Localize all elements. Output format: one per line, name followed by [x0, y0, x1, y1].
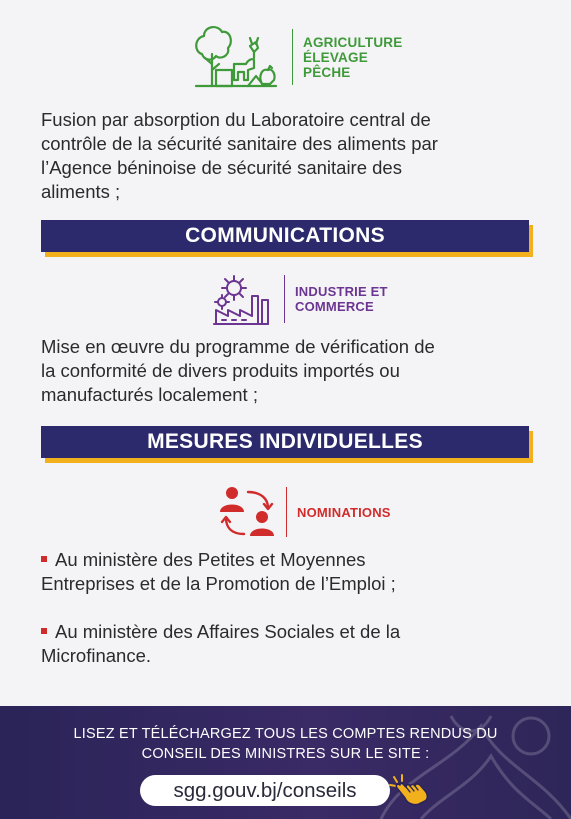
cta-line: CONSEIL DES MINISTRES SUR LE SITE :: [141, 746, 430, 762]
industry-paragraph: [41, 335, 536, 407]
nomination-line: [41, 548, 536, 572]
communications-banner: COMMUNICATIONS: [41, 220, 529, 252]
agriculture-label: [303, 35, 402, 80]
paragraph-line: la conformité de divers produits importés ou: [41, 360, 400, 381]
bullet-icon: [41, 628, 47, 634]
nomination-item-2: [41, 620, 536, 668]
bullet-icon: [41, 556, 47, 562]
agriculture-label-line: PÊCHE: [303, 64, 351, 80]
people-exchange-icon: [218, 484, 276, 540]
nominations-label: [297, 505, 391, 520]
footer: [0, 706, 571, 819]
header-divider: [286, 487, 287, 537]
industry-label-line: COMMERCE: [295, 299, 374, 314]
industry-section-header: [212, 272, 388, 326]
paragraph-line: Fusion par absorption du Laboratoire central de: [41, 109, 431, 130]
paragraph-line: contrôle de la sécurité sanitaire des aliments par: [41, 133, 438, 154]
header-divider: [292, 29, 293, 85]
footer-cta: [0, 724, 571, 764]
nomination-line: Entreprises et de la Promotion de l’Emploi ;: [41, 573, 396, 594]
cta-line: LISEZ ET TÉLÉCHARGEZ TOUS LES COMPTES RENDUS DU: [73, 726, 498, 742]
agriculture-label-line: AGRICULTURE: [303, 34, 403, 50]
industry-label: [295, 284, 388, 314]
paragraph-line: Mise en œuvre du programme de vérification de: [41, 336, 435, 357]
nomination-line: [41, 620, 536, 644]
mesures-banner: MESURES INDIVIDUELLES: [41, 426, 529, 458]
nomination-item-1: [41, 548, 536, 596]
factory-gears-icon: [212, 272, 270, 326]
site-url-link[interactable]: sgg.gouv.bj/conseils: [140, 775, 390, 806]
paragraph-line: l’Agence béninoise de sécurité sanitaire des: [41, 157, 402, 178]
paragraph-line: manufacturés localement ;: [41, 384, 258, 405]
header-divider: [284, 275, 285, 323]
agriculture-paragraph: [41, 108, 536, 204]
nomination-text: Au ministère des Affaires Sociales et de la: [55, 621, 401, 642]
nomination-text: Au ministère des Petites et Moyennes: [55, 549, 366, 570]
farm-icon: [192, 24, 280, 90]
nomination-line: Microfinance.: [41, 645, 152, 666]
paragraph-line: aliments ;: [41, 181, 121, 202]
nominations-label-line: NOMINATIONS: [297, 504, 391, 520]
hand-click-icon: [388, 773, 430, 809]
nominations-section-header: [218, 484, 391, 540]
industry-label-line: INDUSTRIE ET: [295, 284, 388, 299]
agriculture-label-line: ÉLEVAGE: [303, 49, 368, 65]
agriculture-section-header: [192, 24, 402, 90]
